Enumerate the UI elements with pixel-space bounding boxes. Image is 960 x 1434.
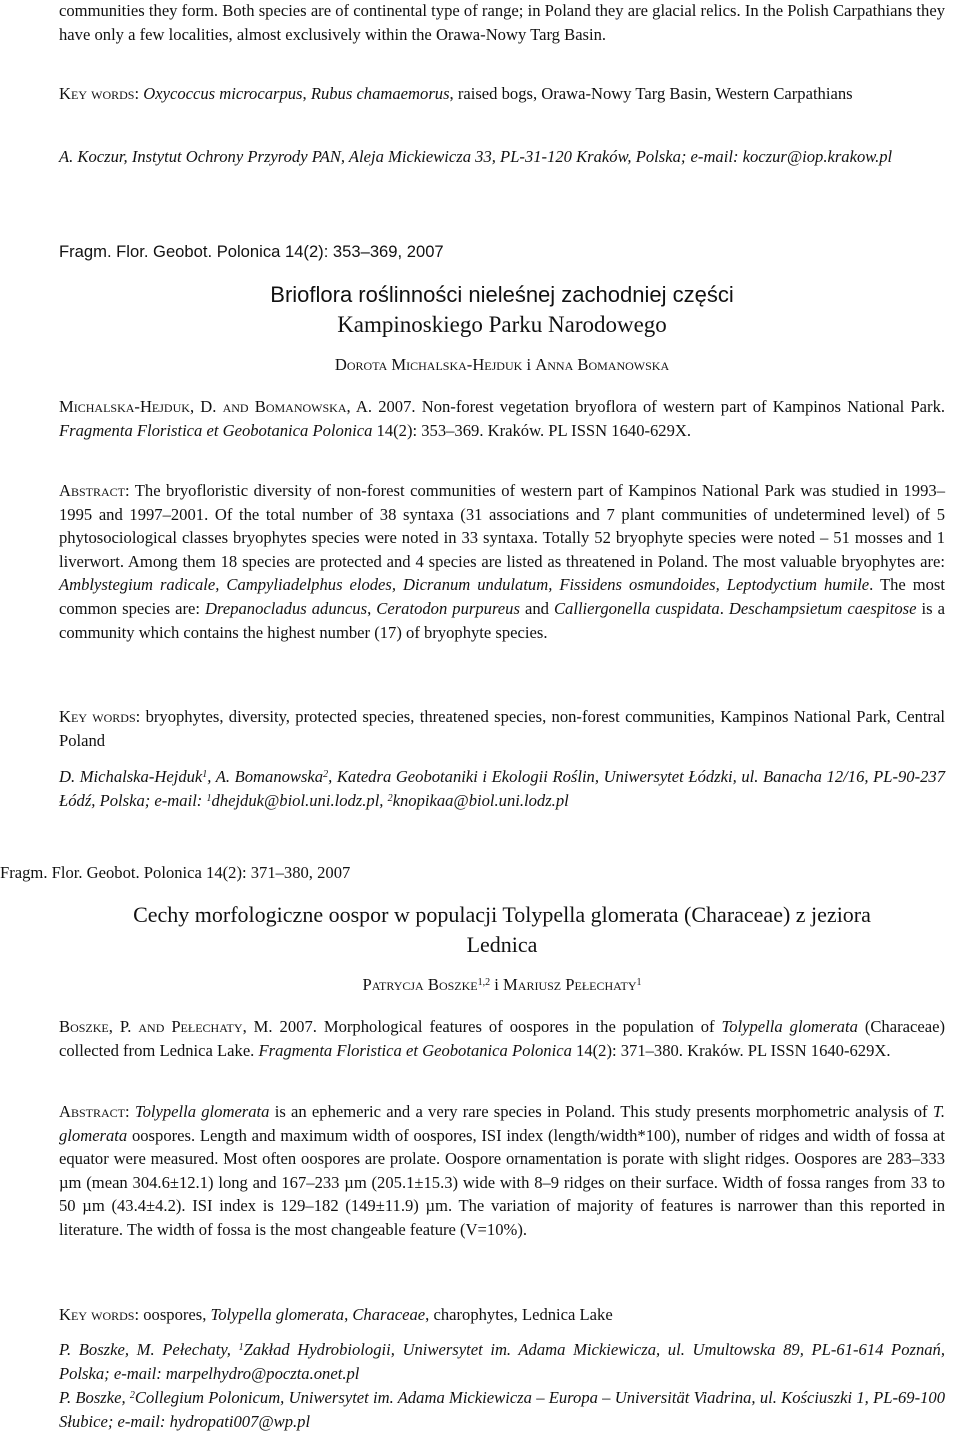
address-text: D. Michalska-Hejduk: [59, 767, 203, 786]
abstract-text: and: [519, 598, 554, 618]
keywords-text: ,: [344, 1305, 353, 1324]
abstract-text: ,: [367, 598, 377, 618]
citation-author: Pełechaty: [171, 1017, 243, 1036]
citation-journal: Fragmenta Floristica et Geobotanica Polonica: [258, 1040, 572, 1060]
author-address: [59, 1338, 945, 1385]
keywords: [59, 1303, 945, 1327]
address-text: P. Boszke,: [59, 1388, 130, 1407]
abstract-text: is an ephemeric and a very rare species in Poland. This study presents morphometric analysis of: [269, 1102, 933, 1121]
citation-text: (Characeae) collected from Lednica Lake.: [59, 1017, 945, 1060]
address-text: P. Boszke, M. Pełechaty,: [59, 1340, 239, 1359]
footnote-mark: 1: [636, 977, 642, 988]
title-line: Lednica: [466, 932, 538, 957]
author-address: A. Koczur, Instytut Ochrony Przyrody PAN, Aleja Mickiewicza 33, PL-31-120 Kraków, Polska; e-mail: koczur@iop.krakow.pl: [59, 147, 893, 166]
author-address: [59, 1386, 945, 1433]
article-title: [59, 280, 945, 310]
footnote-mark: 1: [238, 1342, 244, 1353]
author-address: [59, 765, 945, 812]
keyword-species: Oxycoccus microcarpus: [143, 84, 303, 103]
citation-text: , P.: [108, 1017, 139, 1036]
citation-author: Bomanowska: [254, 397, 347, 416]
address-text: , A. Bomanowska: [207, 767, 324, 786]
footnote-mark: 2: [129, 1390, 135, 1401]
citation-and: and: [138, 1017, 165, 1036]
address-text: , Katedra Geobotaniki i Ekologii Roślin, Uniwersytet Łódzki, ul. Banacha 12/16, PL-90-237 Łódź, Polska; e-mail:: [59, 767, 945, 810]
email-link[interactable]: knopikaa@biol.uni.lodz.pl: [392, 790, 569, 810]
keyword-species: Rubus chamaemorus: [310, 84, 450, 103]
article-title: [0, 900, 960, 960]
keywords-text: : bryophytes, diversity, protected species, threatened species, non-forest communities, Kampinos National Park, Central Poland: [59, 707, 946, 750]
species-name: T. glomerata: [59, 1102, 945, 1145]
keywords-label: Key words: [59, 1305, 135, 1324]
continued-text: communities they form. Both species are of continental type of range; in Poland they are glacial relics. In the Polish Carpathians they have only a few localities, almost exclusively within the Orawa-Nowy Targ Basin.: [59, 1, 945, 44]
title-line: Brioflora roślinności nieleśnej zachodniej części: [270, 282, 734, 307]
footnote-mark: 2: [323, 769, 329, 780]
abstract: [59, 479, 945, 644]
author-join: i: [526, 355, 532, 374]
keywords: [59, 705, 945, 752]
citation-text: 14(2): 353–369. Kraków. PL ISSN 1640-629X.: [372, 420, 692, 440]
species-name: Amblystegium radicale, Campyliadelphus elodes, Dicranum undulatum, Fissidens osmundoides, Leptodyctium humile: [59, 575, 870, 595]
footnote-mark: 1: [202, 769, 208, 780]
journal-source: Fragm. Flor. Geobot. Polonica 14(2): 353–369, 2007: [59, 242, 444, 261]
citation-author: Michalska-Hejduk: [59, 397, 190, 416]
abstract-label: Abstract: [59, 1102, 125, 1121]
footnote-mark: 1: [206, 792, 212, 804]
species-name: Ceratodon purpureus: [376, 598, 520, 618]
keywords-text: : oospores,: [134, 1305, 211, 1324]
citation-and: and: [222, 397, 249, 416]
journal-source: Fragm. Flor. Geobot. Polonica 14(2): 371–380, 2007: [0, 863, 351, 882]
abstract-text: oospores. Length and maximum width of oospores, ISI index (length/width*100), number of ridges and width of fossa at equator were measured. Most often oospores are prolate. Oospore ornamentation is porate with slight ridges. Oospores are 283–333 µm (mean 304.6±12.1) long and 167–233 µm (205.1±15.3) wide with 8–9 ridges on their surface. Width of fossa ranges from 33 to 50 µm (43.4±4.2). ISI index is 129–182 (149±11.9) µm. The variation of majority of features is narrower than this reported in literature. The width of fossa is the most changeable feature (V=10%).: [59, 1125, 945, 1239]
keywords-label: Key words: [59, 707, 136, 726]
species-name: Drepanocladus aduncus: [205, 598, 368, 618]
species-name: Calliergonella cuspidata: [553, 598, 720, 618]
footnote-mark: 1,2: [477, 977, 491, 988]
citation-journal: Fragmenta Floristica et Geobotanica Polonica: [59, 420, 373, 440]
footnote-mark: 2: [387, 792, 393, 804]
keywords-label: Key words: [59, 84, 135, 103]
author: Patrycja Boszke: [362, 975, 478, 994]
species-name: Tolypella glomerata: [134, 1102, 270, 1121]
citation-text: 14(2): 371–380. Kraków. PL ISSN 1640-629X.: [571, 1040, 891, 1060]
abstract-text: .: [719, 598, 729, 618]
abstract-text: is a community which contains the highest number (17) of bryophyte species.: [59, 598, 945, 642]
abstract-label: Abstract: [59, 481, 125, 500]
species-name: Deschampsietum caespitose: [728, 598, 917, 618]
species-name: Tolypella glomerata: [721, 1017, 858, 1036]
email-link[interactable]: dhejduk@biol.uni.lodz.pl,: [211, 790, 388, 810]
author-join: i: [494, 975, 499, 994]
citation-text: , A. 2007. Non-forest vegetation bryoflora of western part of Kampinos National Park.: [346, 397, 946, 416]
abstract: [59, 1100, 945, 1242]
title-line: Cechy morfologiczne oospor w populacji Tolypella glomerata (Characeae) z jeziora: [133, 902, 871, 927]
abstract-text: :: [125, 1102, 135, 1121]
author: Dorota Michalska-Hejduk: [334, 355, 523, 374]
keywords-text: , charophytes, Lednica Lake: [425, 1305, 613, 1324]
author: Mariusz Pełechaty: [503, 975, 637, 994]
article-title-line2: Kampinoskiego Parku Narodowego: [337, 312, 667, 337]
abstract-text: : The bryofloristic diversity of non-forest communities of western part of Kampinos National Park was studied in 1993–1995 and 1997–2001. Of the total number of 38 syntaxa (31 associations and 7 plant communities of undetermined level) of 5 phytosociological classes bryophytes species were noted in 33 syntaxa. Totally 52 bryophyte species were noted – 51 mosses and 1 liverwort. Among them 18 species are protected and 4 species are listed as threatened in Poland. The most valuable bryophytes are:: [59, 481, 945, 571]
address-text: Zakład Hydrobiologii, Uniwersytet im. Adama Mickiewicza, ul. Umultowska 89, PL-61-614 Poznań, Polska; e-mail: marpelhydro@poczta.onet.pl: [59, 1340, 945, 1383]
article-authors: [59, 353, 945, 376]
article-authors: [59, 973, 945, 996]
citation: [59, 395, 945, 442]
citation-author: Boszke: [59, 1017, 109, 1036]
species-name: Characeae: [352, 1305, 426, 1324]
citation: [59, 1015, 945, 1062]
keywords-text: , raised bogs, Orawa-Nowy Targ Basin, Western Carpathians: [449, 84, 853, 103]
address-text: Collegium Polonicum, Uniwersytet im. Adama Mickiewicza – Europa – Universität Viadrina, ul. Kościuszki 1, PL-69-100 Słubice; e-mail: hydropati007@wp.pl: [59, 1388, 945, 1431]
author: Anna Bomanowska: [535, 355, 670, 374]
citation-text: , M. 2007. Morphological features of oospores in the population of: [242, 1017, 722, 1036]
citation-text: , D.: [189, 397, 223, 416]
species-name: Tolypella glomerata: [210, 1305, 345, 1324]
abstract-text: . The most common species are:: [59, 575, 946, 618]
keywords-top: Key words: Oxycoccus microcarpus, Rubus chamaemorus, raised bogs, Orawa-Nowy Targ Basin, Western Carpathians: [59, 84, 853, 103]
